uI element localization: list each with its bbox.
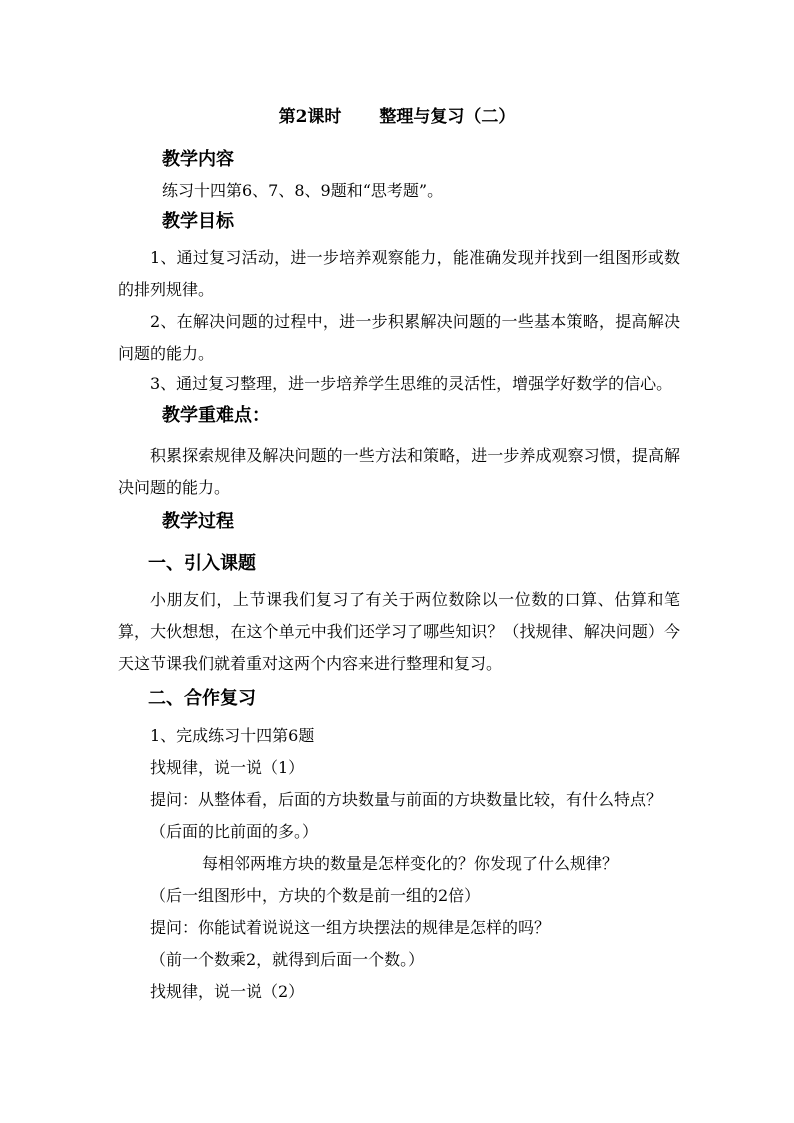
content-heading: 教学内容 [162, 149, 234, 170]
part1-heading: 一、引入课题 [148, 553, 256, 574]
key-points-heading: 教学重难点： [162, 405, 270, 426]
part1-text: 小朋友们，上节课我们复习了有关于两位数除以一位数的口算、估算和笔算，大伙想想，在这个单元中我们还学习了哪些知识？（找规律、解决问题）今天这节课我们就着重对这两个内容来进行整理和复习。 [118, 590, 680, 673]
goal-item-2: 2、在解决问题的过程中，进一步积累解决问题的一些基本策略，提高解决问题的能力。 [118, 312, 680, 363]
key-points-text: 积累探索规律及解决问题的一些方法和策略，进一步养成观察习惯，提高解决问题的能力。 [118, 446, 680, 497]
goals-heading: 教学目标 [162, 211, 234, 232]
page-title [0, 106, 794, 128]
process-line-5: 每相邻两堆方块的数量是怎样变化的？你发现了什么规律？ [202, 854, 619, 873]
content-text: 练习十四第6、7、8、9题和“思考题”。 [162, 181, 444, 200]
process-line-3: 提问：从整体看，后面的方块数量与前面的方块数量比较，有什么特点？ [150, 790, 663, 809]
lesson-name: 整理与复习（二） [379, 107, 516, 127]
goal-item-3: 3、通过复习整理，进一步培养学生思维的灵活性，增强学好数学的信心。 [150, 374, 673, 393]
process-line-7: 提问：你能试着说说这一组方块摆法的规律是怎样的吗？ [150, 918, 551, 937]
process-line-4: （后面的比前面的多。） [150, 822, 319, 841]
process-line-1: 1、完成练习十四第6题 [150, 726, 315, 745]
process-line-6: （后一组图形中，方块的个数是前一组的2倍） [150, 886, 481, 905]
process-heading: 教学过程 [162, 511, 234, 532]
process-line-8: （前一个数乘2，就得到后面一个数。） [150, 950, 425, 969]
part2-heading: 二、合作复习 [148, 688, 256, 709]
goal-item-1: 1、通过复习活动，进一步培养观察能力，能准确发现并找到一组图形或数的排列规律。 [118, 248, 680, 299]
process-line-2: 找规律，说一说（1） [150, 758, 305, 777]
process-line-9: 找规律，说一说（2） [150, 982, 305, 1001]
lesson-number: 第2课时 [278, 107, 342, 127]
